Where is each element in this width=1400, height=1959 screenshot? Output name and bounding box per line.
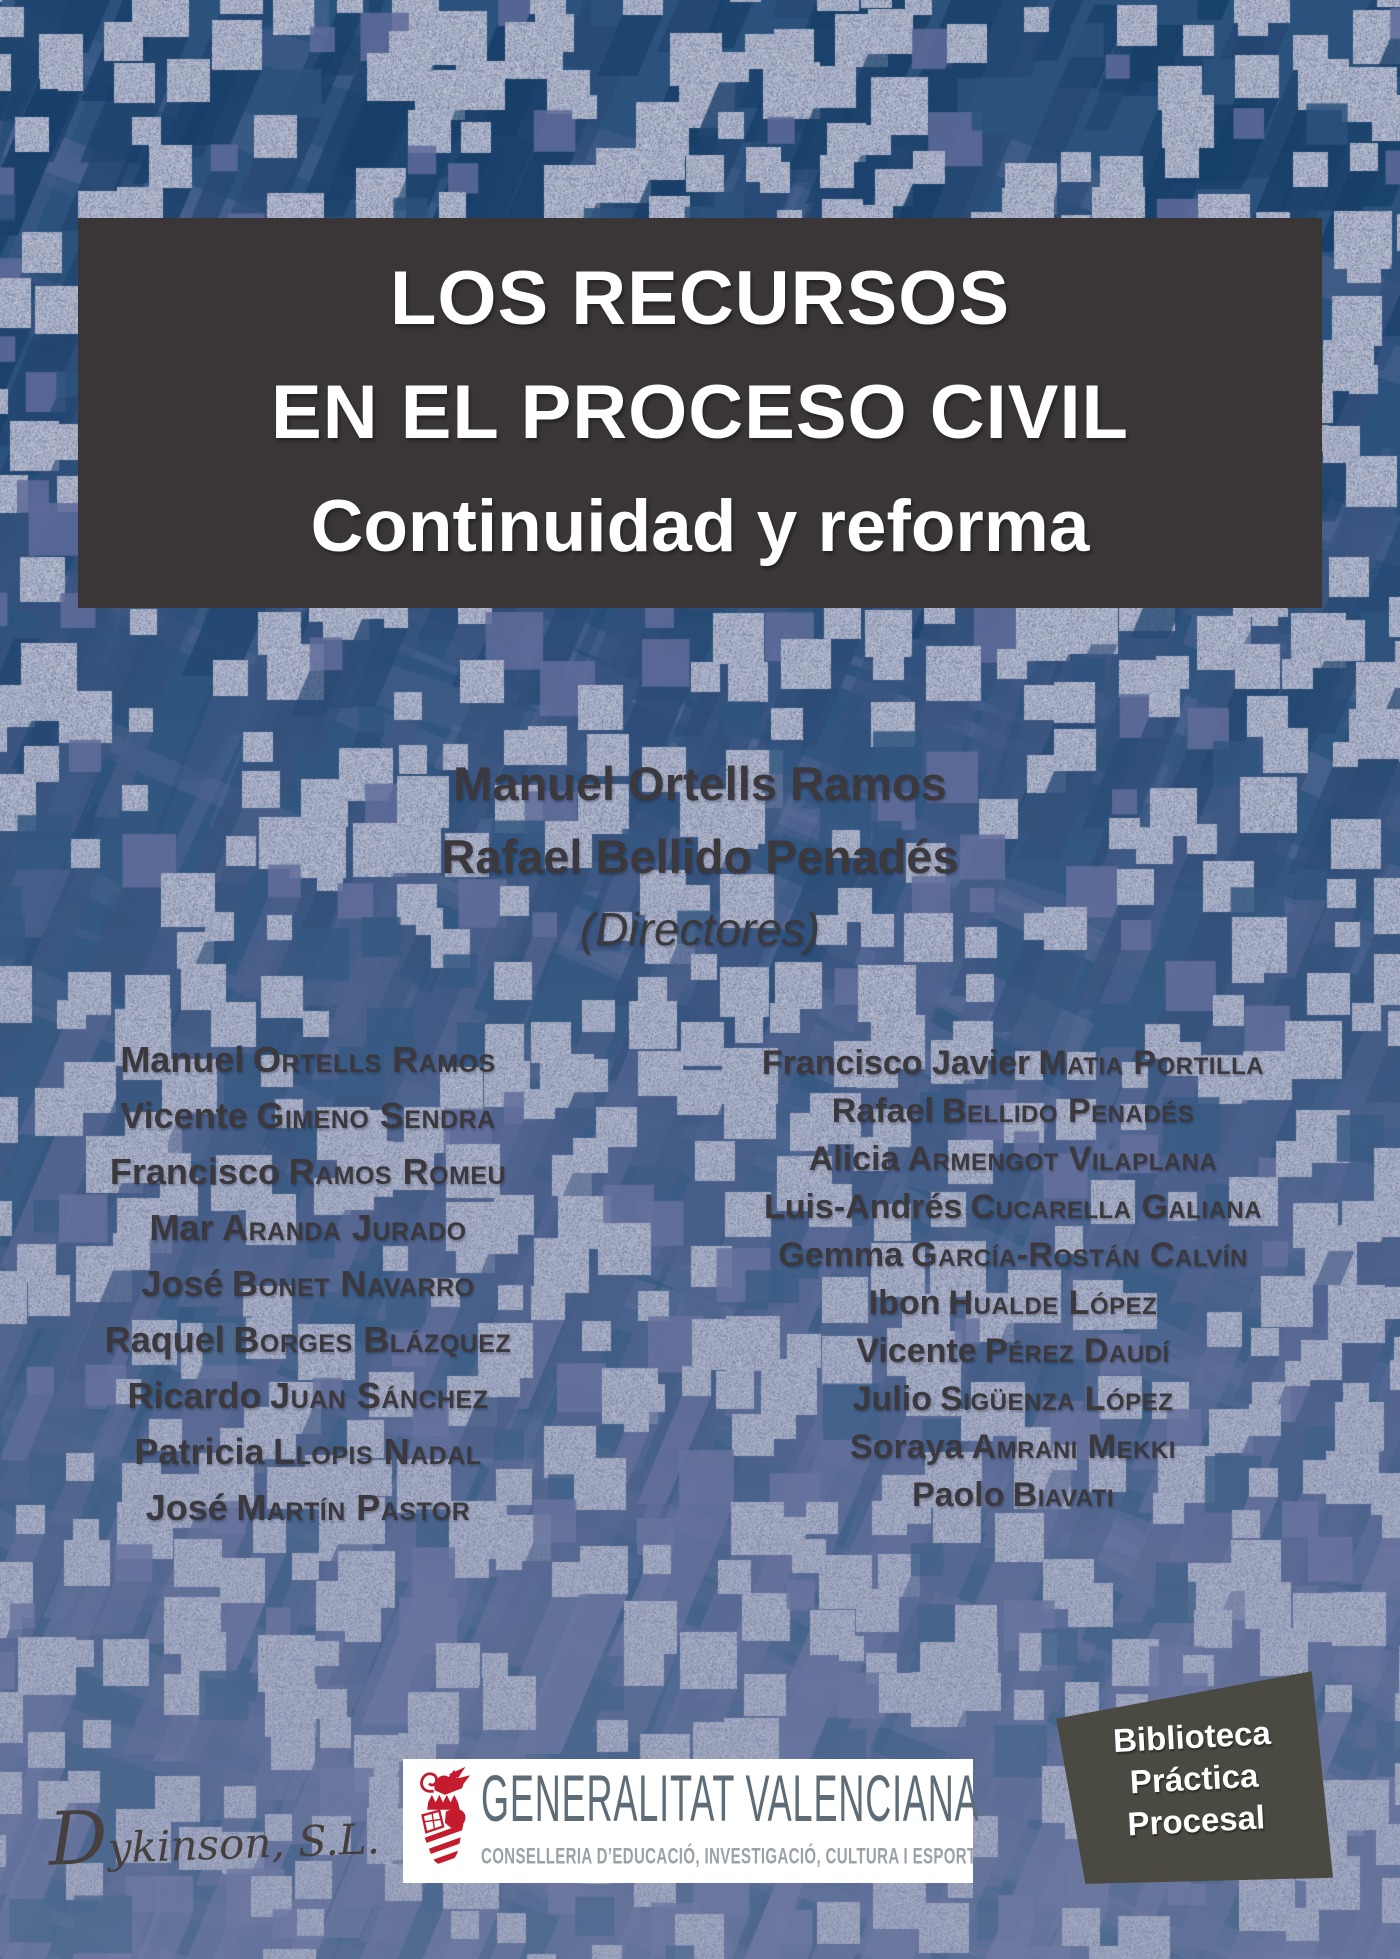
author-given-name: Alicia: [808, 1140, 900, 1178]
author-family-name: Aranda Jurado: [222, 1207, 467, 1248]
author-given-name: Mar: [149, 1207, 214, 1248]
author-family-name: Armengot Vilaplana: [907, 1140, 1218, 1178]
author-given-name: Manuel: [120, 1039, 245, 1080]
author-family-name: Sigüenza López: [940, 1380, 1174, 1418]
author-name: [28, 1032, 588, 1088]
author-name: [28, 1088, 588, 1144]
author-name: [703, 1183, 1323, 1231]
author-name: [703, 1327, 1323, 1375]
author-name: [28, 1368, 588, 1424]
author-family-name: Juan Sánchez: [270, 1375, 489, 1416]
gv-emblem-icon: [413, 1765, 475, 1877]
authors-right-column: [703, 1039, 1323, 1519]
author-family-name: Ortells Ramos: [252, 1039, 496, 1080]
author-name: [703, 1375, 1323, 1423]
title-panel: [78, 218, 1322, 608]
author-name: [703, 1471, 1323, 1519]
badge-line: Procesal: [1126, 1798, 1266, 1843]
authors-left-column: [28, 1032, 588, 1536]
author-given-name: Francisco Javier: [761, 1044, 1031, 1082]
author-name: [703, 1423, 1323, 1471]
author-family-name: Gimeno Sendra: [256, 1095, 496, 1136]
author-given-name: Julio: [852, 1380, 932, 1418]
author-given-name: Francisco: [109, 1151, 280, 1192]
author-name: [703, 1231, 1323, 1279]
directors-label: (Directores): [579, 903, 821, 955]
author-given-name: Luis-Andrés: [763, 1188, 963, 1226]
author-name: [28, 1144, 588, 1200]
author-given-name: Gemma: [778, 1236, 904, 1274]
gv-logo-department: CONSELLERIA D’EDUCACIÓ, INVESTIGACIÓ, CULTURA I ESPORT: [481, 1845, 977, 1870]
title-line-2: EN EL PROCESO CIVIL: [271, 370, 1129, 455]
author-name: [28, 1480, 588, 1536]
author-family-name: Ramos Romeu: [288, 1151, 507, 1192]
series-badge-text: [1042, 1656, 1346, 1899]
gv-logo-name: GENERALITAT VALENCIANA: [481, 1762, 980, 1836]
author-name: [703, 1135, 1323, 1183]
author-given-name: Vicente: [120, 1095, 248, 1136]
author-name: [703, 1279, 1323, 1327]
author-family-name: Borges Blázquez: [233, 1319, 512, 1360]
gv-logo: [403, 1759, 980, 1883]
author-given-name: Soraya: [850, 1428, 964, 1466]
badge-line: Práctica: [1128, 1756, 1260, 1801]
author-family-name: Cucarella Galiana: [970, 1188, 1263, 1226]
author-family-name: Bellido Penadés: [942, 1092, 1195, 1130]
author-family-name: Matia Portilla: [1038, 1044, 1265, 1082]
author-given-name: José: [141, 1263, 224, 1304]
author-given-name: Raquel: [104, 1319, 225, 1360]
author-name: [28, 1256, 588, 1312]
author-family-name: Llopis Nadal: [273, 1431, 482, 1472]
author-name: [703, 1039, 1323, 1087]
badge-line: Biblioteca: [1112, 1713, 1272, 1760]
author-given-name: Rafael: [831, 1092, 934, 1130]
author-family-name: Amrani Mekki: [971, 1428, 1176, 1466]
author-given-name: Ricardo: [127, 1375, 262, 1416]
author-name: [28, 1312, 588, 1368]
author-family-name: Biavati: [1012, 1476, 1115, 1514]
author-given-name: Vicente: [856, 1332, 977, 1370]
author-family-name: Bonet Navarro: [232, 1263, 475, 1304]
director-name: Manuel Ortells Ramos: [453, 757, 947, 810]
author-name: [28, 1424, 588, 1480]
title-subtitle: Continuidad y reforma: [310, 486, 1090, 567]
author-family-name: García-Rostán Calvín: [911, 1236, 1248, 1274]
author-given-name: Patricia: [134, 1431, 265, 1472]
author-name: [28, 1200, 588, 1256]
series-badge: [1048, 1663, 1340, 1891]
author-family-name: Hualde López: [948, 1284, 1158, 1322]
directors-block: [0, 747, 1400, 966]
author-family-name: Martín Pastor: [236, 1487, 471, 1528]
author-family-name: Pérez Daudí: [984, 1332, 1170, 1370]
author-given-name: José: [145, 1487, 228, 1528]
author-name: [703, 1087, 1323, 1135]
author-given-name: Ibon: [868, 1284, 941, 1322]
author-given-name: Paolo: [911, 1476, 1005, 1514]
publisher-signature: Dykinson, S.L.: [47, 1795, 381, 1883]
director-name: Rafael Bellido Penadés: [441, 830, 959, 883]
title-line-1: LOS RECURSOS: [389, 256, 1011, 341]
